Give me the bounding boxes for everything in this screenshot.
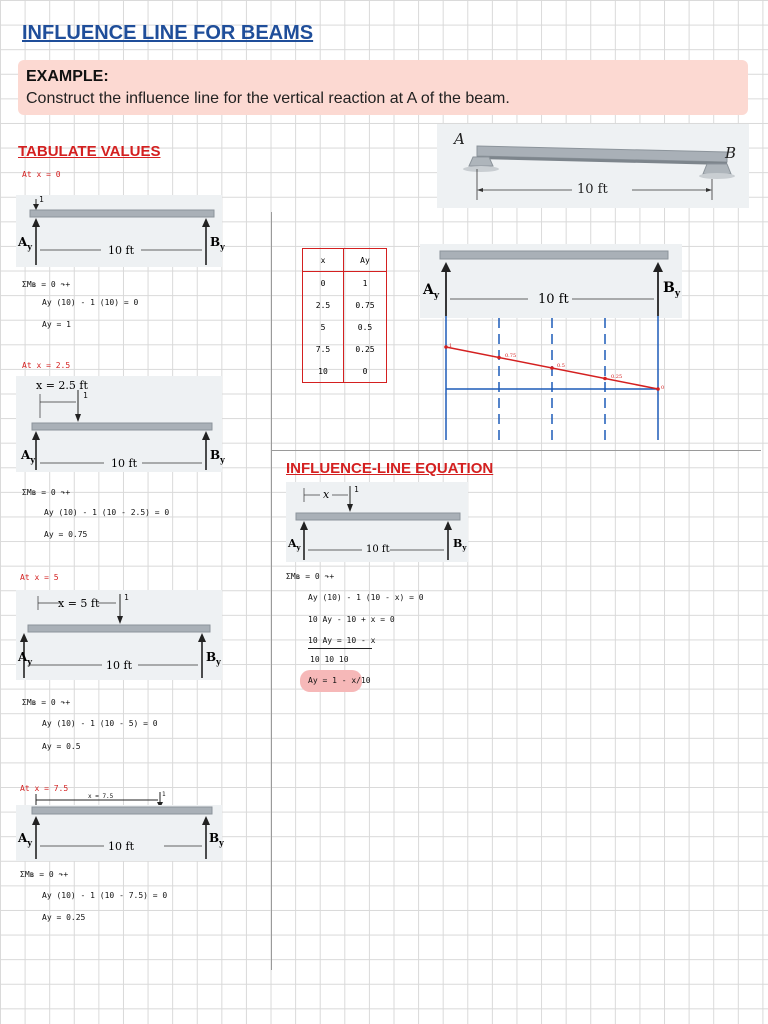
table-header: Ay [344, 249, 387, 272]
influence-line-result: Ay = 1 - x/10 [308, 676, 371, 685]
moment-equation: ΣMʙ = 0 ↷+ [22, 488, 71, 497]
reaction-result: Ay = 0.25 [42, 913, 86, 922]
reaction-b-label: $B_y$ [210, 235, 225, 252]
span-label: 10 ft [106, 659, 132, 672]
simplified-equation: 10 Ay - 10 + x = 0 [308, 615, 395, 624]
case-beam-figure [16, 376, 225, 472]
example-text: Construct the influence line for the vertical reaction at A of the beam. [26, 90, 510, 107]
span-label: 10 ft [108, 244, 134, 257]
dimension-label: x = 2.5 ft [36, 379, 88, 392]
case-beam-figure [16, 805, 222, 861]
reaction-b-label: $B_y$ [210, 448, 225, 465]
case-header: At x = 7.5 [20, 784, 69, 793]
load-label: 1 [83, 391, 88, 400]
load-label: 1 [162, 791, 166, 798]
example-box [18, 60, 748, 115]
case-header: At x = 5 [20, 573, 59, 582]
reaction-b-label: $B_y$ [453, 537, 467, 553]
reaction-equation: Ay (10) - 1 (10 - 7.5) = 0 [42, 891, 168, 900]
span-label: 10 ft [111, 457, 137, 470]
dimension-label: x = 7.5 [88, 793, 114, 800]
vertical-divider [271, 212, 272, 970]
reaction-result: Ay = 1 [42, 320, 71, 329]
moment-equation: ΣMʙ = 0 ↷+ [22, 698, 71, 707]
reaction-equation: Ay (10) - 1 (10 - 5) = 0 [42, 719, 158, 728]
load-label: 1 [124, 593, 129, 602]
table-row: 5 0.5 [303, 316, 387, 338]
equation-beam-figure [286, 482, 468, 562]
page-title: INFLUENCE LINE FOR BEAMS [22, 22, 314, 44]
case-header: At x = 0 [22, 170, 61, 179]
table-row: 7.5 0.25 [303, 338, 387, 360]
top-label-b: B [725, 144, 737, 162]
reaction-a-label: $A_y$ [18, 235, 32, 252]
divided-equation: 10 Ay = 10 - x [308, 636, 376, 645]
reaction-a-label: $A_y$ [288, 537, 301, 553]
reaction-a-label: $A_y$ [18, 831, 32, 848]
moment-equation: ΣMʙ = 0 ↷+ [20, 870, 69, 879]
case-beam-figure [16, 590, 222, 680]
reaction-result: Ay = 0.5 [42, 742, 81, 751]
point-label: 0.75 [505, 353, 517, 359]
case-header: At x = 2.5 [22, 361, 71, 370]
point-label: 0 [661, 385, 665, 391]
table-row: 0 1 [303, 272, 387, 295]
point-label: 0.5 [557, 363, 565, 369]
top-label-a: A [454, 130, 465, 148]
load-label: 1 [39, 195, 44, 204]
span-label: 10 ft [108, 840, 134, 853]
dimension-label: x [323, 488, 330, 501]
horizontal-divider [271, 450, 761, 451]
data-point [444, 345, 448, 349]
case-beam-figure [16, 195, 225, 267]
table-header-row [303, 249, 387, 272]
reaction-equation: Ay (10) - 1 (10 - 2.5) = 0 [44, 508, 170, 517]
reaction-a-label: $A_y$ [423, 282, 440, 301]
reaction-a-label: $A_y$ [18, 650, 32, 667]
data-point [497, 356, 501, 360]
reaction-b-label: $B_y$ [209, 831, 224, 848]
top-span-label: 10 ft [577, 182, 608, 197]
reaction-equation: Ay (10) - 1 (10) = 0 [42, 298, 139, 307]
divisor-line: 10 10 10 [310, 655, 349, 664]
fraction-bars [308, 648, 372, 649]
span-label: 10 ft [538, 292, 569, 307]
top-beam-figure [437, 124, 749, 208]
example-heading: EXAMPLE: [26, 68, 109, 85]
reaction-equation: Ay (10) - 1 (10 - x) = 0 [308, 593, 424, 602]
dimension-label: x = 5 ft [58, 597, 100, 610]
point-label: 1 [449, 343, 453, 349]
table-row: 10 0 [303, 360, 387, 383]
reaction-b-label: $B_y$ [206, 650, 221, 667]
result-highlight [300, 670, 371, 692]
load-label: 1 [354, 485, 359, 494]
point-label: 0.25 [611, 374, 623, 380]
equation-heading: INFLUENCE-LINE EQUATION [286, 460, 494, 477]
reaction-result: Ay = 0.75 [44, 530, 88, 539]
data-point [603, 377, 607, 381]
tabulate-heading: TABULATE VALUES [18, 143, 161, 160]
table-header: x [303, 249, 344, 272]
moment-equation: ΣMʙ = 0 ↷+ [22, 280, 71, 289]
influence-line-plot [420, 316, 682, 442]
reaction-b-label: $B_y$ [663, 280, 681, 299]
span-label: 10 ft [366, 544, 390, 555]
table-row: 2.5 0.75 [303, 294, 387, 316]
reaction-a-label: $A_y$ [21, 448, 35, 465]
moment-equation: ΣMʙ = 0 ↷+ [286, 572, 335, 581]
data-point [656, 387, 660, 391]
data-point [550, 366, 554, 370]
il-beam-figure [420, 244, 682, 318]
values-table [302, 248, 387, 383]
